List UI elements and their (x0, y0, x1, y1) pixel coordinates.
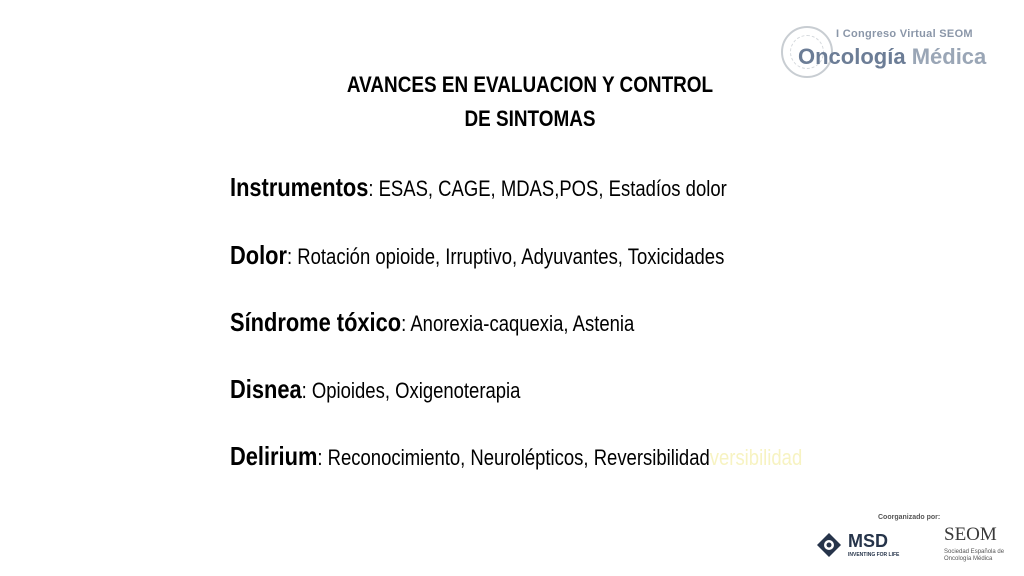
item-disnea (230, 374, 520, 409)
item-desc: : Reconocimiento, Neurolépticos, Reversibilidad (317, 445, 710, 470)
congress-subtitle: I Congreso Virtual SEOM (836, 28, 973, 40)
congress-brand-part2: Médica (911, 44, 987, 69)
item-desc: : Rotación opioide, Irruptivo, Adyuvantes, Toxicidades (287, 244, 725, 269)
item-term: Instrumentos (230, 172, 369, 202)
item-desc: : Anorexia-caquexia, Astenia (401, 311, 635, 336)
item-ghost-text: versibilidad (709, 445, 803, 470)
seom-tagline: Sociedad Española de Oncología Médica (944, 549, 1005, 562)
item-desc: : Opioides, Oxigenoterapia (301, 378, 521, 403)
msd-mark-icon (816, 532, 842, 558)
msd-name: MSD (848, 531, 888, 551)
item-term: Disnea (230, 374, 302, 404)
coorganized-label: Coorganizado por: (878, 514, 941, 521)
item-dolor (230, 240, 724, 275)
congress-brand-part1: Oncología (798, 44, 906, 69)
slide-title-line1: AVANCES EN EVALUACION Y CONTROL (346, 72, 714, 97)
item-desc: : ESAS, CAGE, MDAS,POS, Estadíos dolor (368, 176, 727, 201)
item-term: Dolor (230, 240, 288, 270)
item-sindrome-toxico (230, 307, 634, 342)
item-instrumentos (230, 172, 727, 207)
slide-title-line2: DE SINTOMAS (464, 106, 596, 131)
msd-tagline: INVENTING FOR LIFE (848, 552, 900, 558)
item-term: Síndrome tóxico (230, 307, 402, 337)
seom-logo (944, 524, 1014, 570)
congress-logo (778, 18, 1008, 88)
msd-logo (812, 528, 902, 562)
item-delirium (230, 441, 802, 476)
item-term: Delirium (230, 441, 318, 471)
seom-name: SEOM (944, 524, 997, 545)
congress-brand (798, 44, 986, 70)
